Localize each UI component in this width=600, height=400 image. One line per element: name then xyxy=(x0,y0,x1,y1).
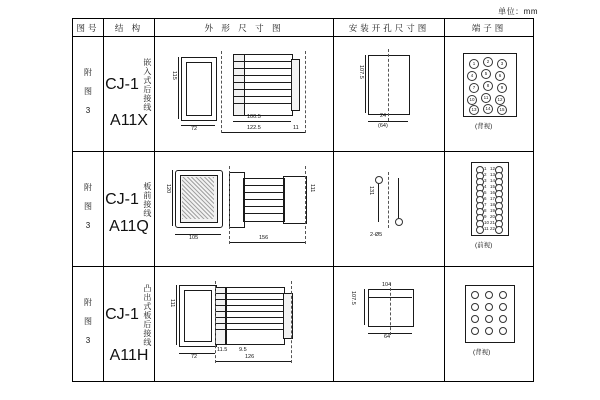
structure-desc-3: 凸出式板后接线 xyxy=(142,283,152,347)
structure-code-3: A11H xyxy=(109,346,149,364)
structure-cell-2 xyxy=(104,152,155,267)
table-row xyxy=(73,267,534,382)
outline-drawing-2 xyxy=(155,152,333,266)
mounting-drawing-2 xyxy=(334,152,444,266)
mount-dim-3-64: 64 xyxy=(384,334,391,340)
terminal-circle-grid-3 xyxy=(465,285,513,341)
mounting-drawing-cell-3 xyxy=(334,267,445,382)
mount-dim-2-131: 131 xyxy=(368,186,374,196)
mounting-drawing-1 xyxy=(334,37,444,151)
outline-dim-1-1005: 100.5 xyxy=(247,114,261,120)
mount-dim-1-1075: 107.5 xyxy=(358,65,364,79)
figure-no-cell-1 xyxy=(73,37,104,152)
terminal-drawing-3 xyxy=(445,267,533,381)
terminal-drawing-cell-1 xyxy=(445,37,534,152)
structure-code-1: A11X xyxy=(110,112,148,129)
column-header-outline: 外 形 尺 寸 图 xyxy=(155,19,334,37)
mount-dim-3-1075: 107.5 xyxy=(350,291,356,305)
table-row xyxy=(73,37,534,152)
column-header-mounting: 安装开孔尺寸图 xyxy=(334,19,445,37)
table-body xyxy=(73,37,534,382)
mounting-drawing-cell-1 xyxy=(334,37,445,152)
outline-drawing-3 xyxy=(155,267,333,381)
outline-dim-3-72: 72 xyxy=(191,354,198,360)
outline-dim-3-111: 111 xyxy=(169,299,175,308)
outline-dim-1-115: 115 xyxy=(171,71,177,80)
terminal-drawing-2 xyxy=(445,152,533,266)
terminal-drawing-cell-2 xyxy=(445,152,534,267)
mounting-drawing-cell-2 xyxy=(334,152,445,267)
outline-dim-2-105: 105 xyxy=(189,235,199,241)
figure-no-cell-3 xyxy=(73,267,104,382)
table-row xyxy=(73,152,534,267)
table-header-row xyxy=(73,19,534,37)
mount-dim-1-24: 24 xyxy=(380,113,387,119)
outline-dim-2-120: 120 xyxy=(165,184,171,194)
terminal-circle-grid-2: 1 2 3 4 5 6 7 8 9 10 11 12 13 14 15 16 17 18 19 20 21 22 xyxy=(471,162,507,234)
outline-dim-3-126: 126 xyxy=(245,354,255,360)
figure-no-label-3: 附 图 3 xyxy=(83,297,93,346)
structure-cell-1 xyxy=(104,37,155,152)
terminal-drawing-cell-3 xyxy=(445,267,534,382)
outline-drawing-cell-3 xyxy=(155,267,334,382)
mount-dim-1-64: (64) xyxy=(378,123,388,129)
unit-note: 单位：mm xyxy=(498,7,538,16)
outline-dim-2-111: 111 xyxy=(309,184,315,193)
mounting-drawing-3 xyxy=(334,267,444,381)
figure-no-label-1: 附 图 3 xyxy=(83,67,93,116)
table-header xyxy=(73,19,534,37)
outline-dim-3-95: 9.5 xyxy=(239,347,247,353)
outline-drawing-cell-2 xyxy=(155,152,334,267)
structure-model-2: CJ-1 xyxy=(105,191,139,208)
outline-drawing-1 xyxy=(155,37,333,151)
outline-drawing-cell-1 xyxy=(155,37,334,152)
outline-dim-3-115: 11.5 xyxy=(217,347,228,353)
structure-cell-3 xyxy=(104,267,155,382)
terminal-circle-grid-1: 1 2 3 4 5 6 7 8 9 10 11 12 13 14 15 xyxy=(463,53,515,115)
structure-desc-1: 嵌入式后接线 xyxy=(142,58,152,112)
specification-table xyxy=(72,18,534,382)
structure-model-3: CJ-1 xyxy=(105,306,139,323)
figure-no-cell-2 xyxy=(73,152,104,267)
figure-no-label-2: 附 图 3 xyxy=(83,182,93,231)
column-header-terminal: 端子图 xyxy=(445,19,534,37)
outline-dim-1-1225: 122.5 xyxy=(247,125,261,131)
structure-desc-2: 板前接线 xyxy=(142,182,152,218)
outline-dim-1-72: 72 xyxy=(191,126,198,132)
terminal-view-label-2: (前视) xyxy=(475,242,493,249)
terminal-view-label-1: (背视) xyxy=(475,123,493,130)
mount-dim-2-hole: 2-Ø5 xyxy=(370,232,383,238)
outline-dim-1-11: 11 xyxy=(293,125,299,131)
column-header-figure-no: 图号 xyxy=(73,19,104,37)
structure-code-2: A11Q xyxy=(109,218,149,235)
terminal-view-label-3: (背视) xyxy=(473,349,491,356)
structure-model-1: CJ-1 xyxy=(105,76,139,93)
terminal-drawing-1 xyxy=(445,37,533,151)
outline-dim-2-156: 156 xyxy=(259,235,269,241)
column-header-structure: 结 构 xyxy=(104,19,155,37)
mount-dim-3-104: 104 xyxy=(382,282,392,288)
